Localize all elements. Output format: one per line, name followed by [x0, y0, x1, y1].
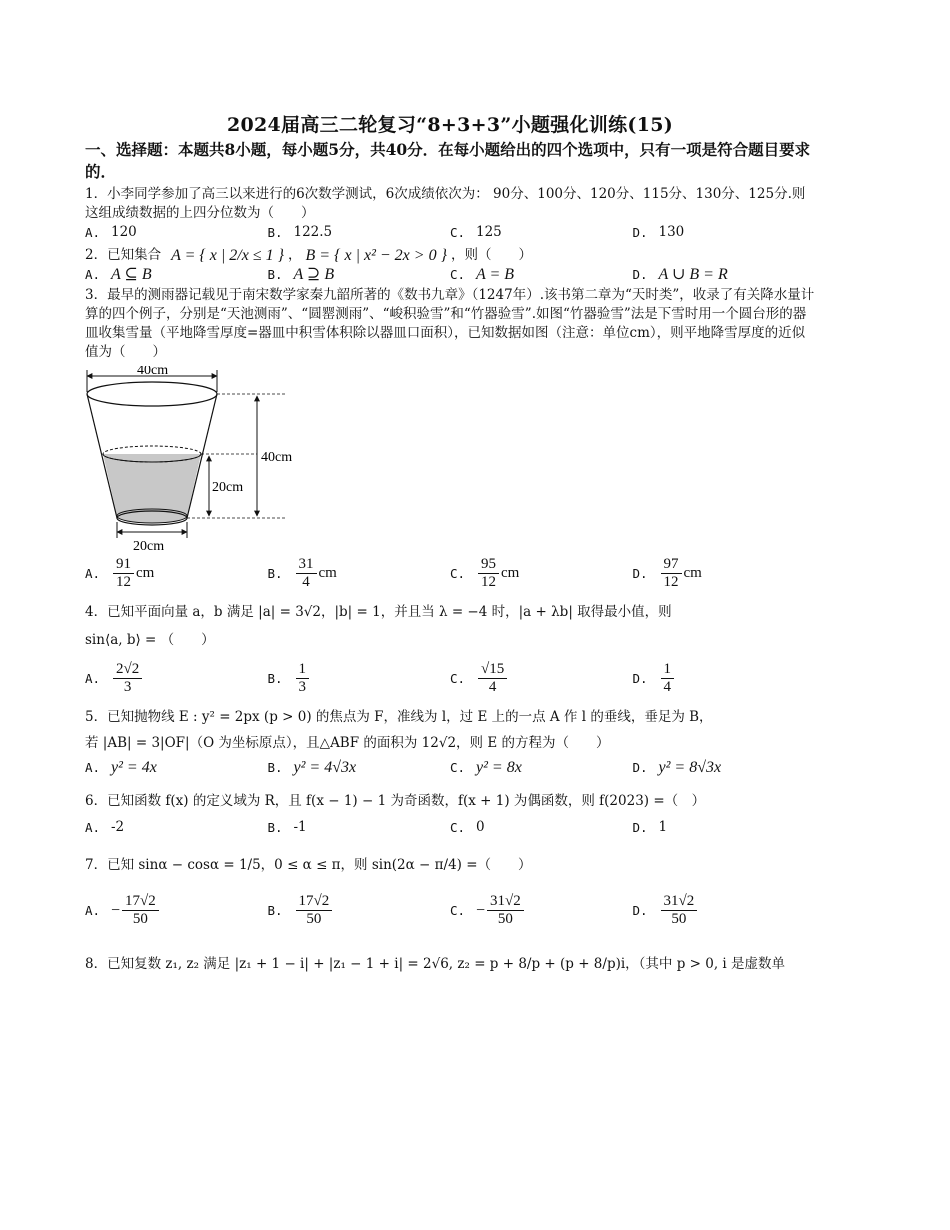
bottom-width-label: 20cm [133, 539, 165, 554]
set-b-expression: B = { x | x² − 2x > 0 } [305, 247, 447, 264]
question-4-stem-line1: 4．已知平面向量 a，b 满足 |a| = 3√2，|b| = 1，并且当 λ = −4 时，|a + λb| 取得最小值，则 [85, 604, 672, 620]
section-heading: 一、选择题：本题共8小题，每小题5分，共40分．在每小题给出的四个选项中，只有一项是符合题目要求的． [85, 140, 811, 181]
question-6-options [85, 818, 815, 837]
q7-option-d[interactable]: D. $\frac{31√2}{50}$ [633, 893, 816, 928]
q3-option-d[interactable]: D. $\frac{97}{12}$ cm [632, 556, 702, 590]
q2-option-b[interactable]: B. A ⊇ B [267, 266, 335, 283]
q1-option-a[interactable]: A. 120 [85, 224, 137, 240]
q5-option-d[interactable]: D. y² = 8√3x [632, 759, 722, 776]
q6-option-a[interactable]: A. -2 [85, 819, 125, 835]
question-3-options [85, 556, 815, 591]
q4-option-b[interactable]: B. $\frac{1}{3}$ [268, 661, 451, 696]
q2-option-c[interactable]: C. A = B [450, 266, 515, 283]
q7-option-c[interactable]: C. − $\frac{31√2}{50}$ [450, 893, 633, 928]
height-label: 40cm [261, 450, 293, 465]
question-6-stem: 6．已知函数 f(x) 的定义域为 R，且 f(x − 1) − 1 为奇函数，f(x + 1) 为偶函数，则 f(2023) =（ ） [85, 793, 706, 809]
question-1-options [85, 223, 815, 242]
q4-option-a[interactable]: A. $\frac{2√2}{3}$ [85, 661, 268, 696]
page-title: 2024届高三二轮复习“8+3+3”小题强化训练(15) [226, 114, 674, 136]
q7-option-a[interactable]: A. − $\frac{17√2}{50}$ [85, 893, 268, 928]
question-7-options [85, 893, 815, 928]
question-1-stem: 1．小李同学参加了高三以来进行的6次数学测试，6次成绩依次为： 90分、100分、120分、115分、130分、125分.则这组成绩数据的上四分位数为（ ） [85, 186, 806, 221]
q1-option-d[interactable]: D. 130 [632, 224, 685, 240]
q5-option-c[interactable]: C. y² = 8x [450, 759, 522, 776]
q1-option-b[interactable]: B. 122.5 [267, 224, 333, 240]
q2-option-a[interactable]: A. A ⊆ B [85, 266, 152, 283]
q6-option-c[interactable]: C. 0 [450, 819, 485, 835]
question-4-stem-line2: sin⟨a, b⟩ = （ ） [85, 632, 215, 648]
snow-gauge-figure [85, 366, 325, 556]
snow-fill [103, 454, 201, 516]
frustum-diagram [85, 366, 325, 556]
question-5-stem-line1: 5．已知抛物线 E : y² = 2px (p > 0) 的焦点为 F，准线为 l，过 E 上的一点 A 作 l 的垂线，垂足为 B， [85, 709, 713, 725]
question-8-stem: 8．已知复数 z₁, z₂ 满足 |z₁ + 1 − i| + |z₁ − 1 + i| = 2√6, z₂ = p + 8/p + (p + 8/p)i，（其中 p > 0, i 是虚数单 [85, 956, 786, 972]
top-width-label: 40cm [137, 366, 169, 378]
question-2-options [85, 265, 815, 284]
question-5-options [85, 756, 815, 780]
snow-height-label: 20cm [212, 480, 244, 495]
q4-option-d[interactable]: D. $\frac{1}{4}$ [633, 661, 816, 696]
set-a-expression: A = { x | 2/x ≤ 1 } [171, 247, 284, 264]
question-3-stem: 3．最早的测雨器记载见于南宋数学家秦九韶所著的《数书九章》（1247年）.该书第二章为“天时类”，收录了有关降水量计算的四个例子，分别是“天池测雨”、“圆罂测雨”、“峻积验雪”和“竹器验雪”.如图“竹器验雪”法是下雪时用一个圆台形的器皿收集雪量（平地降雪厚度=器皿中积雪体积除以器皿口面积），已知数据如图（注意：单位cm），则平地降雪厚度的近似值为（ ） [85, 287, 815, 360]
question-2-stem: 2．已知集合 A = { x | 2/x ≤ 1 } ， B = { x | x² − 2x > 0 } ，则（ ） [85, 247, 532, 264]
q6-option-b[interactable]: B. -1 [267, 819, 307, 835]
q5-option-b[interactable]: B. y² = 4√3x [267, 759, 357, 776]
q5-option-a[interactable]: A. y² = 4x [85, 759, 157, 776]
q7-option-b[interactable]: B. $\frac{17√2}{50}$ [268, 893, 451, 928]
q6-option-d[interactable]: D. 1 [632, 819, 668, 835]
q4-option-c[interactable]: C. $\frac{√15}{4}$ [450, 661, 633, 696]
question-7-stem: 7．已知 sinα − cosα = 1/5，0 ≤ α ≤ π，则 sin(2α − π/4) =（ ） [85, 857, 532, 873]
question-4-options [85, 661, 815, 696]
q1-option-c[interactable]: C. 125 [450, 224, 502, 240]
exam-page [85, 110, 815, 984]
rim-ellipse [87, 382, 217, 406]
q2-option-d[interactable]: D. A ∪ B = R [632, 266, 728, 283]
question-5-stem-line2: 若 |AB| = 3|OF|（O 为坐标原点），且△ABF 的面积为 12√2，则 E 的方程为（ ） [85, 735, 610, 751]
q3-option-a[interactable]: A. $\frac{91}{12}$ cm [85, 556, 155, 590]
q3-option-b[interactable]: B. $\frac{31}{4}$ cm [267, 556, 337, 590]
q3-option-c[interactable]: C. $\frac{95}{12}$ cm [450, 556, 520, 590]
